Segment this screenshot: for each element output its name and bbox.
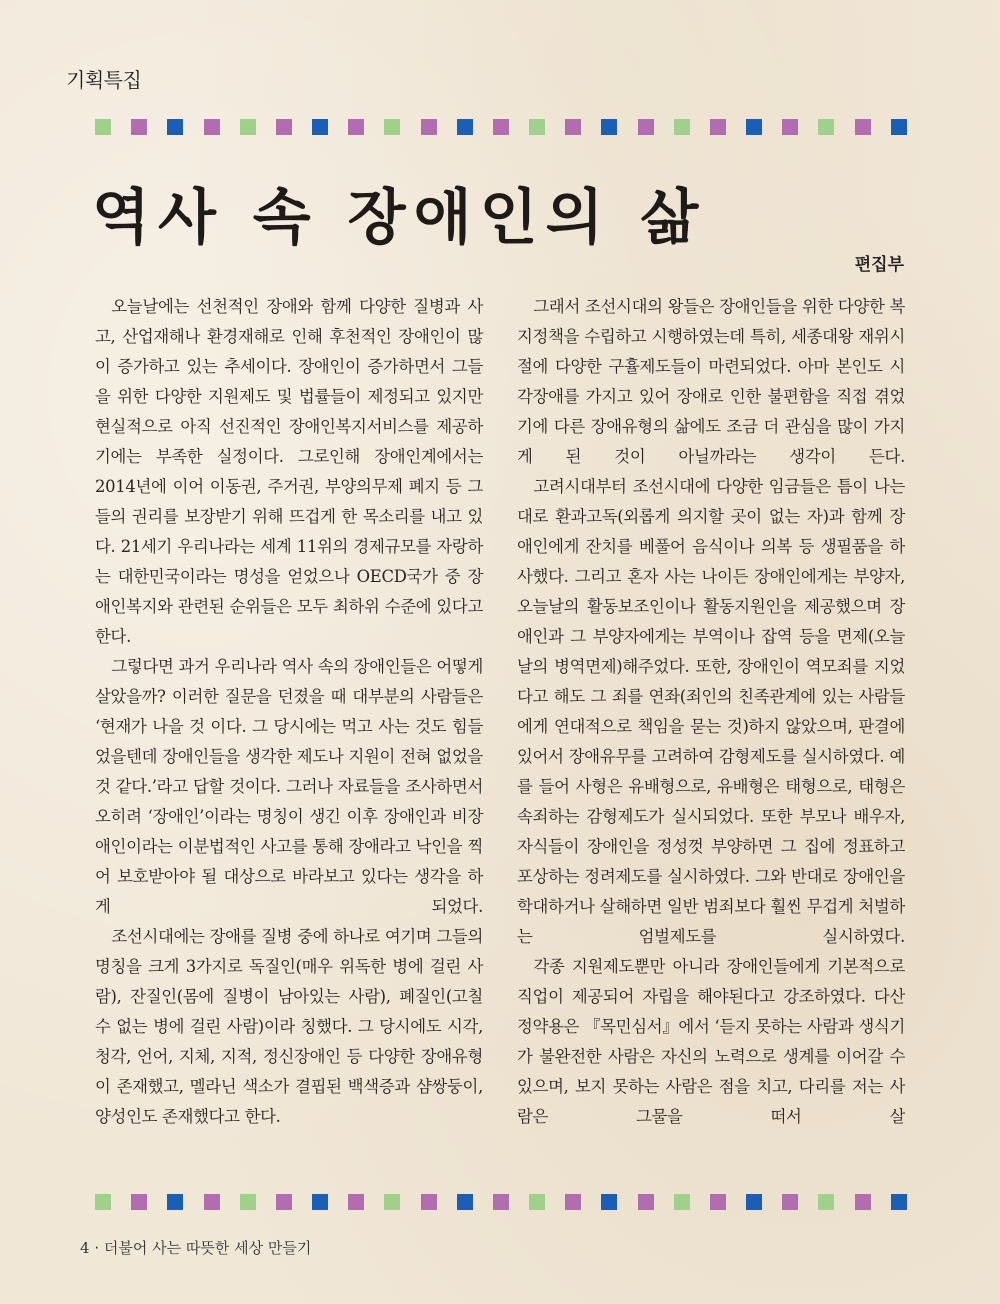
decorative-square xyxy=(240,1194,256,1210)
decorative-square xyxy=(529,119,545,135)
decorative-square xyxy=(312,119,328,135)
decorative-square xyxy=(674,1194,690,1210)
decorative-square xyxy=(457,1194,473,1210)
decorative-square xyxy=(95,119,111,135)
left-column xyxy=(95,292,483,1132)
decorative-square xyxy=(276,119,292,135)
decorative-square xyxy=(565,119,581,135)
decorative-square xyxy=(891,1194,907,1210)
decorative-square xyxy=(204,1194,220,1210)
decorative-square xyxy=(601,119,617,135)
decorative-square xyxy=(167,1194,183,1210)
bottom-square-divider xyxy=(95,1194,907,1210)
decorative-square xyxy=(855,119,871,135)
decorative-square xyxy=(204,119,220,135)
decorative-square xyxy=(131,1194,147,1210)
decorative-square xyxy=(457,119,473,135)
decorative-square xyxy=(674,119,690,135)
decorative-square xyxy=(746,119,762,135)
decorative-square xyxy=(638,1194,654,1210)
decorative-square xyxy=(348,1194,364,1210)
footer-separator: · xyxy=(94,1239,100,1257)
paragraph: 그렇다면 과거 우리나라 역사 속의 장애인들은 어떻게 살았을까? 이러한 질문을 던졌을 때 대부분의 사람들은 ‘현재가 나을 것 이다. 그 당시에는 먹고 사는 것도 힘들었을텐데 장애인들을 생각한 제도나 지원이 전혀 없었을 것 같다.’라고 답할 것이다. 그러나 자료들을 조사하면서 오히려 ‘장애인’이라는 명칭이 생긴 이후 장애인과 비장애인이라는 이분법적인 사고를 통해 장애라고 낙인을 찍어 보호받아야 될 대상으로 바라보고 있다는 생각을 하게 되었다. xyxy=(95,657,483,916)
publication-name: 더불어 사는 따뜻한 세상 만들기 xyxy=(103,1239,312,1257)
decorative-square xyxy=(493,1194,509,1210)
decorative-square xyxy=(421,1194,437,1210)
decorative-square xyxy=(384,1194,400,1210)
page-number: 4 xyxy=(80,1239,90,1257)
article-author: 편집부 xyxy=(854,255,904,275)
decorative-square xyxy=(601,1194,617,1210)
paragraph: 그래서 조선시대의 왕들은 장애인들을 위한 다양한 복지정책을 수립하고 시행하였는데 특히, 세종대왕 재위시절에 다양한 구휼제도들이 마련되었다. 아마 본인도 시각장애를 가지고 있어 장애로 인한 불편함을 직접 겪었기에 다른 장애유형의 삶에도 조금 더 관심을 많이 가지게 된 것이 아닐까라는 생각이 든다. xyxy=(517,297,905,466)
decorative-square xyxy=(131,119,147,135)
decorative-square xyxy=(782,1194,798,1210)
page-footer xyxy=(80,1237,311,1258)
section-label: 기획특집 xyxy=(66,68,142,92)
decorative-square xyxy=(529,1194,545,1210)
decorative-square xyxy=(746,1194,762,1210)
paragraph: 고려시대부터 조선시대에 다양한 임금들은 틈이 나는대로 환과고독(외롭게 의지할 곳이 없는 자)과 함께 장애인에게 잔치를 베풀어 음식이나 의복 등 생필품을 하사했다. 그리고 혼자 사는 나이든 장애인에게는 부양자, 오늘날의 활동보조인이나 활동지원인을 제공했으며 장애인과 그 부양자에게는 부역이나 잡역 등을 면제(오늘날의 병역면제)해주었다. 또한, 장애인이 역모죄를 지었다고 해도 그 죄를 연좌(죄인의 친족관계에 있는 사람들에게 연대적으로 책임을 묻는 것)하지 않았으며, 판결에 있어서 장애유무를 고려하여 감형제도를 실시하였다. 예를 들어 사형은 유배형으로, 유배형은 태형으로, 태형은 속죄하는 감형제도가 실시되었다. 또한 부모나 배우자, 자식들이 장애인을 정성껏 부양하면 그 집에 정표하고 포상하는 정려제도를 실시하였다. 그와 반대로 장애인을 학대하거나 살해하면 일반 범죄보다 훨씬 무겁게 처벌하는 엄벌제도를 실시하였다. xyxy=(517,477,905,946)
decorative-square xyxy=(348,119,364,135)
decorative-square xyxy=(565,1194,581,1210)
decorative-square xyxy=(276,1194,292,1210)
decorative-square xyxy=(818,119,834,135)
decorative-square xyxy=(818,1194,834,1210)
decorative-square xyxy=(240,119,256,135)
decorative-square xyxy=(891,119,907,135)
decorative-square xyxy=(710,119,726,135)
paragraph: 각종 지원제도뿐만 아니라 장애인들에게 기본적으로 직업이 제공되어 자립을 해야된다고 강조하였다. 다산 정약용은 『목민심서』에서 ‘듣지 못하는 사람과 생식기가 불완전한 사람은 자신의 노력으로 생계를 이어갈 수 있으며, 보지 못하는 사람은 점을 치고, 다리를 저는 사람은 그물을 떠서 살 xyxy=(517,957,905,1126)
paragraph: 조선시대에는 장애를 질병 중에 하나로 여기며 그들의 명칭을 크게 3가지로 독질인(매우 위독한 병에 걸린 사람), 잔질인(몸에 질병이 남아있는 사람), 폐질인(고칠 수 없는 병에 걸린 사람)이라 칭했다. 그 당시에도 시각, 청각, 언어, 지체, 지적, 정신장애인 등 다양한 장애유형이 존재했고, 멜라닌 색소가 결핍된 백색증과 샴쌍둥이, 양성인도 존재했다고 한다. xyxy=(95,927,483,1126)
decorative-square xyxy=(421,119,437,135)
top-square-divider xyxy=(95,119,907,135)
decorative-square xyxy=(95,1194,111,1210)
decorative-square xyxy=(493,119,509,135)
decorative-square xyxy=(782,119,798,135)
decorative-square xyxy=(167,119,183,135)
decorative-square xyxy=(855,1194,871,1210)
decorative-square xyxy=(638,119,654,135)
decorative-square xyxy=(710,1194,726,1210)
decorative-square xyxy=(312,1194,328,1210)
decorative-square xyxy=(384,119,400,135)
paragraph: 오늘날에는 선천적인 장애와 함께 다양한 질병과 사고, 산업재해나 환경재해로 인해 후천적인 장애인이 많이 증가하고 있는 추세이다. 장애인이 증가하면서 그들을 위한 다양한 지원제도 및 법률들이 제정되고 있지만 현실적으로 아직 선진적인 장애인복지서비스를 제공하기에는 부족한 실정이다. 그로인해 장애인계에서는 2014년에 이어 이동권, 주거권, 부양의무제 폐지 등 그들의 권리를 보장받기 위해 뜨겁게 한 목소리를 내고 있다. 21세기 우리나라는 세계 11위의 경제규모를 자랑하는 대한민국이라는 명성을 얻었으나 OECD국가 중 장애인복지와 관련된 순위들은 모두 최하위 수준에 있다고 한다. xyxy=(95,297,483,646)
article-title: 역사 속 장애인의 삶 xyxy=(92,183,707,253)
right-column xyxy=(517,292,905,1132)
